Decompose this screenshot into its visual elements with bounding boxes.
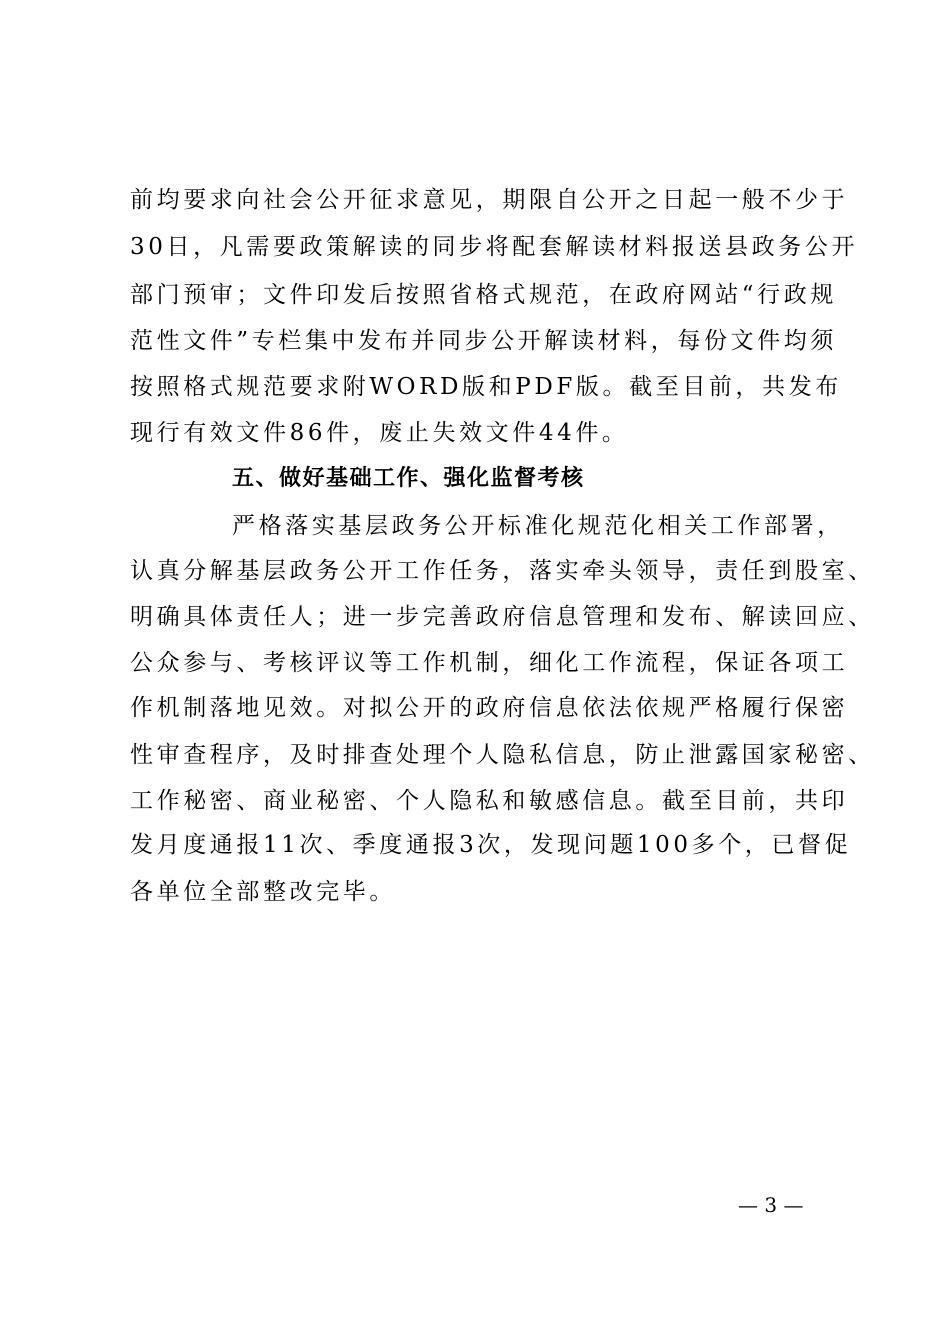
section-heading: 五、做好基础工作、强化监督考核 [232, 466, 585, 491]
page-number: — 3 — [738, 1193, 804, 1217]
paragraph-line: 各单位全部整改完毕。 [130, 879, 396, 905]
paragraph-line: 明确具体责任人；进一步完善政府信息管理和发布、解读回应、 [130, 604, 875, 630]
paragraph-line: 前均要求向社会公开征求意见，期限自公开之日起一般不少于 [130, 187, 849, 213]
paragraph-line: 按照格式规范要求附WORD版和PDF版。截至目前，共发布 [130, 374, 842, 400]
paragraph-line: 工作秘密、商业秘密、个人隐私和敏感信息。截至目前，共印 [130, 788, 849, 814]
paragraph-line: 发月度通报11次、季度通报3次，发现问题100多个，已督促 [130, 832, 852, 858]
paragraph-line: 公众参与、考核评议等工作机制，细化工作流程，保证各项工 [130, 650, 849, 676]
paragraph-line: 作机制落地见效。对拟公开的政府信息依法依规严格履行保密 [130, 695, 849, 721]
paragraph-line: 现行有效文件86件，废止失效文件44件。 [130, 420, 629, 446]
paragraph-line: 性审查程序，及时排查处理个人隐私信息，防止泄露国家秘密、 [130, 742, 875, 768]
paragraph-line: 30日，凡需要政策解读的同步将配套解读材料报送县政务公开 [130, 234, 859, 260]
paragraph-line: 部门预审；文件印发后按照省格式规范，在政府网站“行政规 [130, 282, 837, 308]
paragraph-line: 严格落实基层政务公开标准化规范化相关工作部署， [232, 513, 844, 539]
paragraph-line: 范性文件”专栏集中发布并同步公开解读材料，每份文件均须 [130, 328, 837, 354]
paragraph-line: 认真分解基层政务公开工作任务，落实牵头领导，责任到股室、 [130, 558, 875, 584]
